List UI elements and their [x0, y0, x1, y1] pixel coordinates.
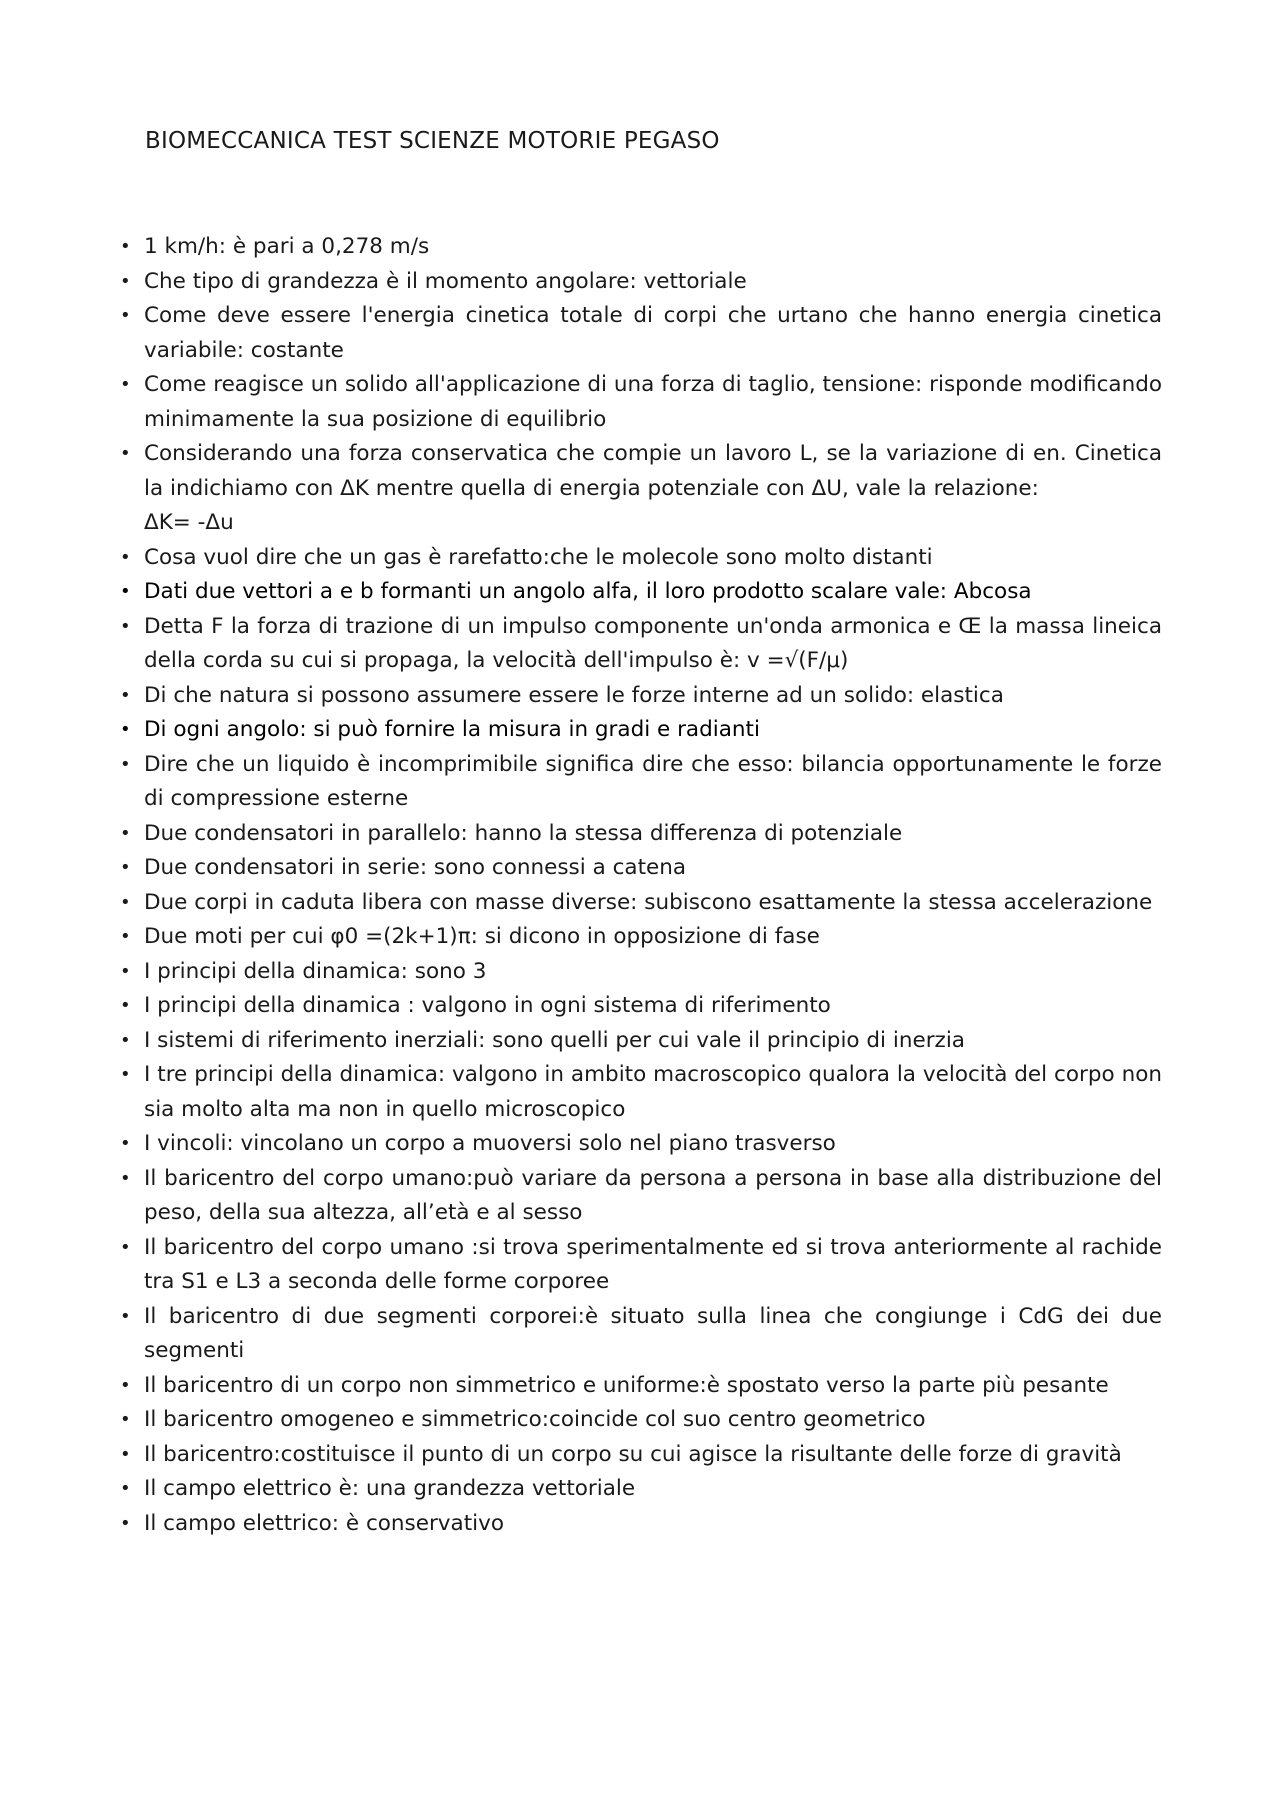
list-item-text: I tre principi della dinamica: valgono in ambito macroscopico qualora la velocità del corpo non sia molto alta ma non in quello microscopico [144, 1062, 1162, 1122]
list-item-text: Il baricentro del corpo umano :si trova sperimentalmente ed si trova anteriormente al rachide tra S1 e L3 a seconda delle forme corporee [144, 1234, 1162, 1294]
list-item [118, 1438, 1162, 1473]
list-item-text: Di ogni angolo: si può fornire la misura in gradi e radianti [144, 717, 760, 742]
list-item-text: Il baricentro omogeneo e simmetrico:coincide col suo centro geometrico [144, 1407, 926, 1432]
list-item-text: Due condensatori in parallelo: hanno la stessa differenza di potenziale [144, 820, 903, 846]
list-item [118, 1300, 1162, 1369]
bullet-icon: • [120, 926, 131, 947]
bullet-icon: • [120, 684, 131, 706]
bullet-icon: • [120, 546, 131, 568]
list-item [118, 541, 1162, 576]
list-item [118, 1231, 1162, 1300]
list-item [118, 368, 1162, 437]
list-item-text: Detta F la forza di trazione di un impulso componente un'onda armonica e Œ la massa lineica della corda su cui si propaga, la velocità dell'impulso è: v =√(F/μ) [144, 613, 1162, 673]
bullet-icon: • [120, 305, 131, 326]
list-item [118, 748, 1162, 817]
list-item-text: I vincoli: vincolano un corpo a muoversi solo nel piano trasverso [144, 1131, 836, 1156]
list-item-text: Due condensatori in serie: sono connessi a catena [144, 855, 687, 880]
list-item [118, 817, 1162, 852]
list-item [118, 610, 1162, 679]
list-item-text: Il baricentro:costituisce il punto di un corpo su cui agisce la risultante delle forze di gravità [144, 1441, 1122, 1467]
list-item [118, 299, 1162, 368]
bullet-icon: • [120, 1167, 131, 1189]
list-item [118, 265, 1162, 300]
list-item-text: Due corpi in caduta libera con masse diverse: subiscono esattamente la stessa accelerazione [144, 889, 1153, 915]
list-item [118, 1058, 1162, 1127]
list-item-text: Che tipo di grandezza è il momento angolare: vettoriale [144, 268, 747, 294]
bullet-icon: • [120, 374, 131, 395]
bullet-icon: • [120, 443, 131, 464]
list-item [118, 989, 1162, 1024]
bullet-icon: • [120, 960, 131, 982]
list-item-text: Il campo elettrico: è conservativo [144, 1510, 504, 1536]
bullet-icon: • [120, 1443, 131, 1465]
bullet-icon: • [120, 615, 131, 637]
list-item [118, 851, 1162, 886]
list-item-text: Il baricentro del corpo umano:può variare da persona a persona in base alla distribuzione del peso, della sua altezza, all’età e al sesso [144, 1165, 1162, 1225]
list-item [118, 575, 1162, 610]
list-item [118, 1024, 1162, 1059]
list-item [118, 1162, 1162, 1231]
list-item-text: Dati due vettori a e b formanti un angolo alfa, il loro prodotto scalare vale: Abcosa [144, 579, 1032, 604]
bullet-icon: • [120, 1133, 131, 1154]
list-item-text: Il campo elettrico è: una grandezza vettoriale [144, 1476, 636, 1501]
bullet-icon: • [120, 1512, 131, 1534]
list-item-text: Il baricentro di due segmenti corporei:è situato sulla linea che congiunge i CdG dei due segmenti [144, 1303, 1162, 1363]
list-item-text: Considerando una forza conservatica che compie un lavoro L, se la variazione di en. Cinetica la indichiamo con ΔK mentre quella di energia potenziale con ΔU, vale la relazione: [144, 441, 1162, 501]
list-item [118, 1403, 1162, 1438]
list-item-text: Due moti per cui φ0 =(2k+1)π: si dicono in opposizione di fase [144, 924, 820, 949]
bullet-icon: • [120, 1374, 131, 1396]
list-item [118, 1127, 1162, 1162]
list-item-text: Cosa vuol dire che un gas è rarefatto:che le molecole sono molto distanti [144, 544, 933, 570]
list-item [118, 713, 1162, 748]
list-item [118, 1369, 1162, 1404]
list-item-text: I principi della dinamica : valgono in ogni sistema di riferimento [144, 993, 831, 1018]
list-item-text: Come reagisce un solido all'applicazione di una forza di taglio, tensione: risponde modificando minimamente la sua posizione di equilibrio [144, 372, 1162, 432]
list-item [118, 955, 1162, 990]
bullet-icon: • [120, 1236, 131, 1258]
bullet-icon: • [120, 753, 131, 775]
bullet-icon: • [120, 1409, 131, 1430]
bullet-icon: • [120, 891, 131, 913]
bullet-icon: • [120, 270, 131, 292]
bullet-icon: • [120, 719, 131, 740]
list-item-text: Il baricentro di un corpo non simmetrico e uniforme:è spostato verso la parte più pesante [144, 1372, 1109, 1398]
bullet-icon: • [120, 1305, 131, 1327]
bullet-icon: • [120, 995, 131, 1016]
bullet-icon: • [120, 857, 131, 878]
bullet-icon: • [120, 1478, 131, 1499]
list-item-text: I sistemi di riferimento inerziali: sono quelli per cui vale il principio di inerzia [144, 1027, 965, 1053]
list-item-text: Dire che un liquido è incomprimibile significa dire che esso: bilancia opportunamente le forze di compressione esterne [144, 751, 1162, 811]
bullet-icon: • [120, 581, 131, 602]
bullet-icon: • [120, 1029, 131, 1051]
bullet-icon: • [120, 1064, 131, 1085]
list-item [118, 1472, 1162, 1507]
list-item [118, 679, 1162, 714]
list-item-text: Di che natura si possono assumere essere le forze interne ad un solido: elastica [144, 682, 1004, 708]
list-item-text: I principi della dinamica: sono 3 [144, 958, 487, 984]
document-title: BIOMECCANICA TEST SCIENZE MOTORIE PEGASO [145, 128, 720, 154]
list-item-formula: ΔK= -Δu [144, 510, 234, 535]
list-item [118, 886, 1162, 921]
list-item [118, 1507, 1162, 1542]
list-item [118, 920, 1162, 955]
bullet-icon: • [120, 236, 131, 257]
bullet-icon: • [120, 822, 131, 844]
list-item-text: Come deve essere l'energia cinetica totale di corpi che urtano che hanno energia cinetica variabile: costante [144, 303, 1162, 363]
question-answer-list [118, 230, 1162, 1541]
list-item [118, 437, 1162, 541]
list-item-text: 1 km/h: è pari a 0,278 m/s [144, 234, 430, 259]
list-item [118, 230, 1162, 265]
